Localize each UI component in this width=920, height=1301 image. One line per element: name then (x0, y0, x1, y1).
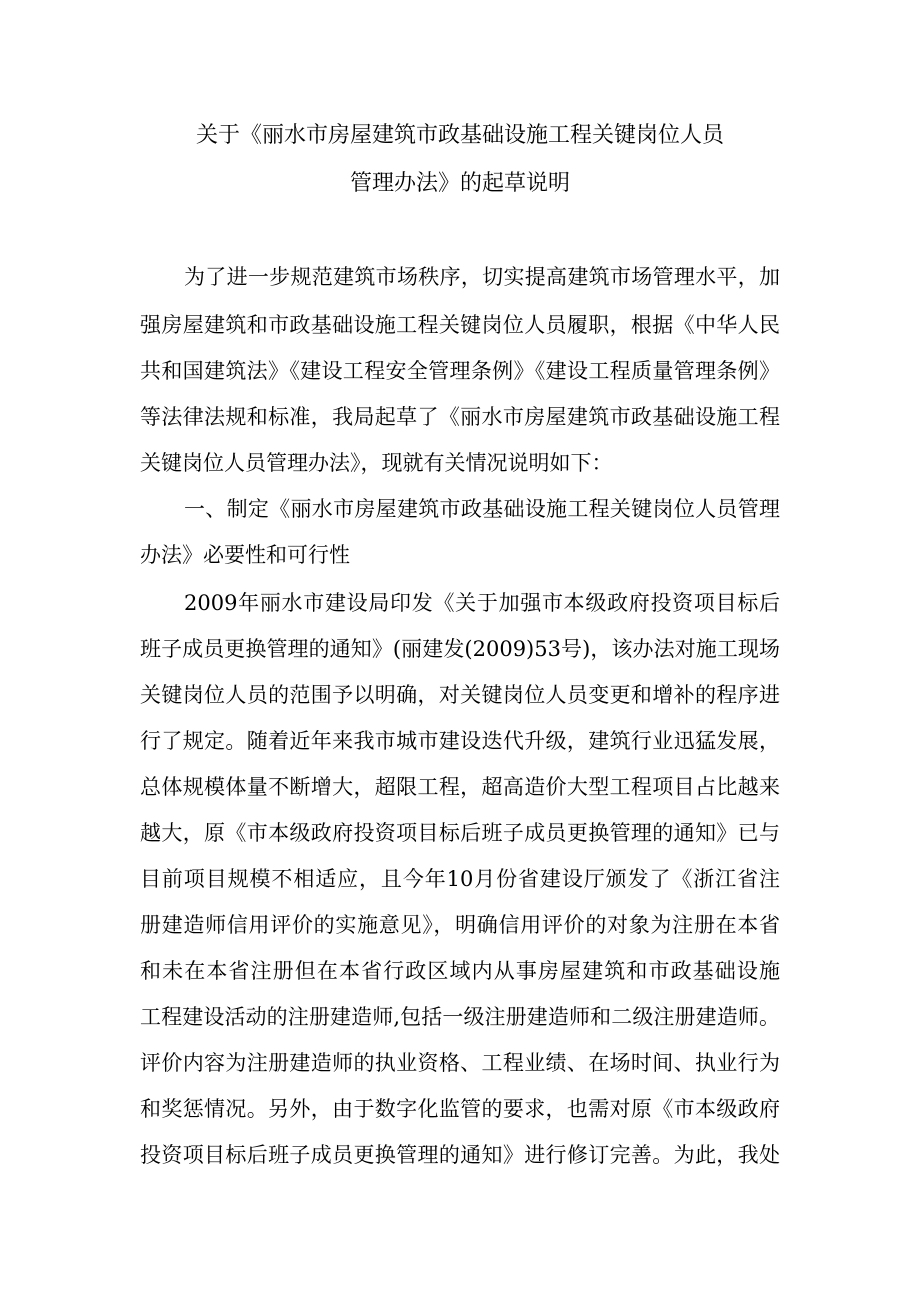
paragraph-line: 强房屋建筑和市政基础设施工程关键岗位人员履职，根据《中华人民 (140, 313, 780, 337)
paragraph-line: 册建造师信用评价的实施意见》，明确信用评价的对象为注册在本省 (140, 913, 780, 937)
document-title-line-1: 关于《丽水市房屋建筑市政基础设施工程关键岗位人员 (195, 123, 724, 148)
paragraph-line: 总体规模体量不断增大，超限工程，超高造价大型工程项目占比越来 (140, 775, 780, 799)
paragraph-line: 2009年丽水市建设局印发《关于加强市本级政府投资项目标后 (184, 591, 780, 615)
section-heading-line: 办法》必要性和可行性 (140, 543, 350, 567)
paragraph-line: 关键岗位人员的范围予以明确，对关键岗位人员变更和增补的程序进 (140, 683, 780, 707)
paragraph-line: 等法律法规和标准，我局起草了《丽水市房屋建筑市政基础设施工程 (140, 405, 780, 429)
paragraph-line: 班子成员更换管理的通知》(丽建发(2009)53号)，该办法对施工现场 (140, 637, 780, 661)
paragraph-line: 目前项目规模不相适应，且今年10月份省建设厅颁发了《浙江省注 (140, 867, 780, 891)
paragraph-line: 和奖惩情况。另外，由于数字化监管的要求，也需对原《市本级政府 (140, 1097, 780, 1121)
paragraph-line: 关键岗位人员管理办法》，现就有关情况说明如下： (140, 451, 613, 475)
paragraph-line: 和未在本省注册但在本省行政区域内从事房屋建筑和市政基础设施 (140, 959, 780, 983)
paragraph-line: 投资项目标后班子成员更换管理的通知》进行修订完善。为此，我处 (140, 1143, 780, 1167)
paragraph-line: 为了进一步规范建筑市场秩序，切实提高建筑市场管理水平，加 (184, 265, 780, 289)
section-heading-line: 一、制定《丽水市房屋建筑市政基础设施工程关键岗位人员管理 (184, 497, 780, 521)
paragraph-line: 共和国建筑法》《建设工程安全管理条例》《建设工程质量管理条例》 (140, 359, 780, 383)
document-title-line-2: 管理办法》的起草说明 (349, 171, 570, 196)
paragraph-line: 评价内容为注册建造师的执业资格、工程业绩、在场时间、执业行为 (140, 1051, 780, 1075)
paragraph-line: 工程建设活动的注册建造师,包括一级注册建造师和二级注册建造师。 (140, 1005, 780, 1029)
paragraph-line: 越大，原《市本级政府投资项目标后班子成员更换管理的通知》已与 (140, 821, 780, 845)
paragraph-line: 行了规定。随着近年来我市城市建设迭代升级，建筑行业迅猛发展， (140, 729, 780, 753)
